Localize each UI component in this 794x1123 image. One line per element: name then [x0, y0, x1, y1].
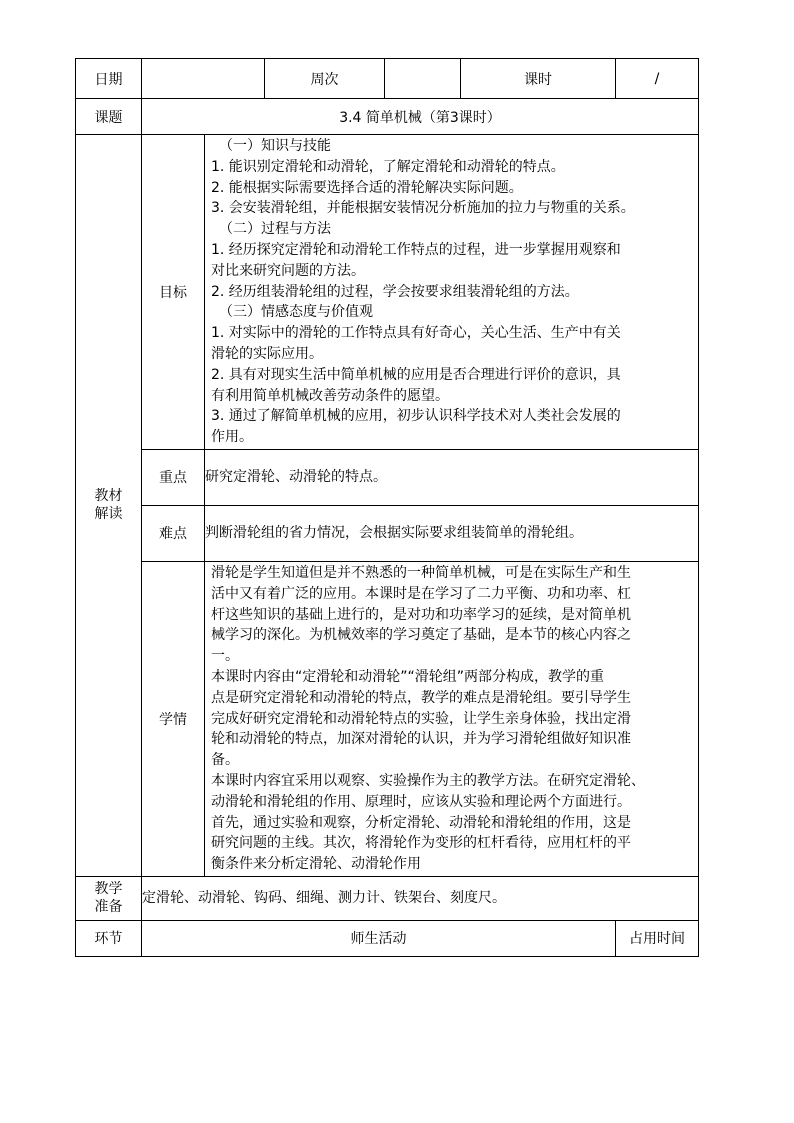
time-label: 占用时间	[616, 920, 699, 956]
header-row	[76, 59, 699, 99]
topic-label: 课题	[76, 99, 142, 135]
goals-line: 1. 能识别定滑轮和动滑轮，了解定滑轮和动滑轮的特点。	[211, 158, 565, 175]
goals-line: 1. 对实际中的滑轮的工作特点具有好奇心，关心生活、生产中有关	[211, 325, 621, 342]
situation-line: 杆这些知识的基础上进行的，是对功和功率学习的延续，是对简单机	[211, 606, 631, 623]
goals-line: 3. 通过了解简单机械的应用，初步认识科学技术对人类社会发展的	[211, 408, 621, 425]
goals-line: 1. 经历探究定滑轮和动滑轮工作特点的过程，进一步掌握用观察和	[211, 241, 621, 258]
material-reading-label: 教材 解读	[76, 135, 142, 877]
goals-line: 2. 具有对现实生活中简单机械的应用是否合理进行评价的意识，具	[211, 366, 621, 383]
goals-line: （二）过程与方法	[219, 221, 331, 238]
difficulties-value: 判断滑轮组的省力情况，会根据实际要求组装简单的滑轮组。	[205, 505, 699, 561]
student-situation-row	[76, 561, 699, 876]
activity-label: 师生活动	[142, 920, 616, 956]
preparation-row	[76, 876, 699, 920]
week-value	[385, 59, 461, 99]
stage-header-row	[76, 920, 699, 956]
key-points-label: 重点	[142, 449, 205, 505]
situation-line: 研究问题的主线。其次，将滑轮作为变形的杠杆看待，应用杠杆的平	[211, 835, 631, 852]
goals-line: 滑轮的实际应用。	[211, 345, 323, 362]
goals-line: 2. 经历组装滑轮组的过程，学会按要求组装滑轮组的方法。	[211, 283, 579, 300]
period-label: 课时	[461, 59, 616, 99]
period-value: /	[616, 59, 699, 99]
topic-row	[76, 99, 699, 135]
situation-line: 动滑轮和滑轮组的作用、原理时，应该从实验和理论两个方面进行。	[211, 793, 631, 810]
student-situation-content	[205, 561, 699, 876]
preparation-value: 定滑轮、动滑轮、钩码、细绳、测力计、铁架台、刻度尺。	[142, 876, 699, 920]
date-value	[142, 59, 265, 99]
goals-line: 3. 会安装滑轮组，并能根据安装情况分析施加的拉力与物重的关系。	[211, 200, 635, 217]
student-situation-label: 学情	[142, 561, 205, 876]
situation-line: 完成好研究定滑轮和动滑轮特点的实验，让学生亲身体验，找出定滑	[211, 710, 631, 727]
week-label: 周次	[265, 59, 385, 99]
goals-content	[205, 135, 699, 450]
situation-line: 备。	[211, 752, 239, 769]
difficulties-row	[76, 505, 699, 561]
preparation-label: 教学 准备	[76, 876, 142, 920]
situation-line: 活中又有着广泛的应用。本课时是在学习了二力平衡、功和功率、杠	[211, 585, 631, 602]
goals-line: 对比来研究问题的方法。	[211, 262, 365, 279]
goals-label: 目标	[142, 135, 205, 450]
key-points-value: 研究定滑轮、动滑轮的特点。	[205, 449, 699, 505]
key-points-row	[76, 449, 699, 505]
situation-line: 本课时内容宜采用以观察、实验操作为主的教学方法。在研究定滑轮、	[211, 772, 645, 789]
situation-line: 滑轮是学生知道但是并不熟悉的一种简单机械，可是在实际生产和生	[211, 564, 631, 581]
goals-line: （三）情感态度与价值观	[219, 304, 373, 321]
situation-line: 本课时内容由“定滑轮和动滑轮”“滑轮组”两部分构成，教学的重	[211, 668, 605, 685]
goals-line: 2. 能根据实际需要选择合适的滑轮解决实际问题。	[211, 179, 523, 196]
situation-line: 一。	[211, 648, 239, 665]
situation-line: 首先，通过实验和观察，分析定滑轮、动滑轮和滑轮组的作用，这是	[211, 814, 631, 831]
goals-line: 有利用简单机械改善劳动条件的愿望。	[211, 387, 449, 404]
goals-line: （一）知识与技能	[219, 138, 331, 154]
stage-label: 环节	[76, 920, 142, 956]
topic-value: 3.4 简单机械（第3课时）	[142, 99, 699, 135]
goals-line: 作用。	[211, 429, 253, 446]
situation-line: 衡条件来分析定滑轮、动滑轮作用	[211, 856, 421, 873]
date-label: 日期	[76, 59, 142, 99]
lesson-plan-table	[75, 58, 699, 957]
difficulties-label: 难点	[142, 505, 205, 561]
goals-row	[76, 135, 699, 450]
situation-line: 点是研究定滑轮和动滑轮的特点，教学的难点是滑轮组。要引导学生	[211, 689, 631, 706]
situation-line: 轮和动滑轮的特点，加深对滑轮的认识，并为学习滑轮组做好知识准	[211, 731, 631, 748]
situation-line: 械学习的深化。为机械效率的学习奠定了基础，是本节的核心内容之	[211, 627, 631, 644]
